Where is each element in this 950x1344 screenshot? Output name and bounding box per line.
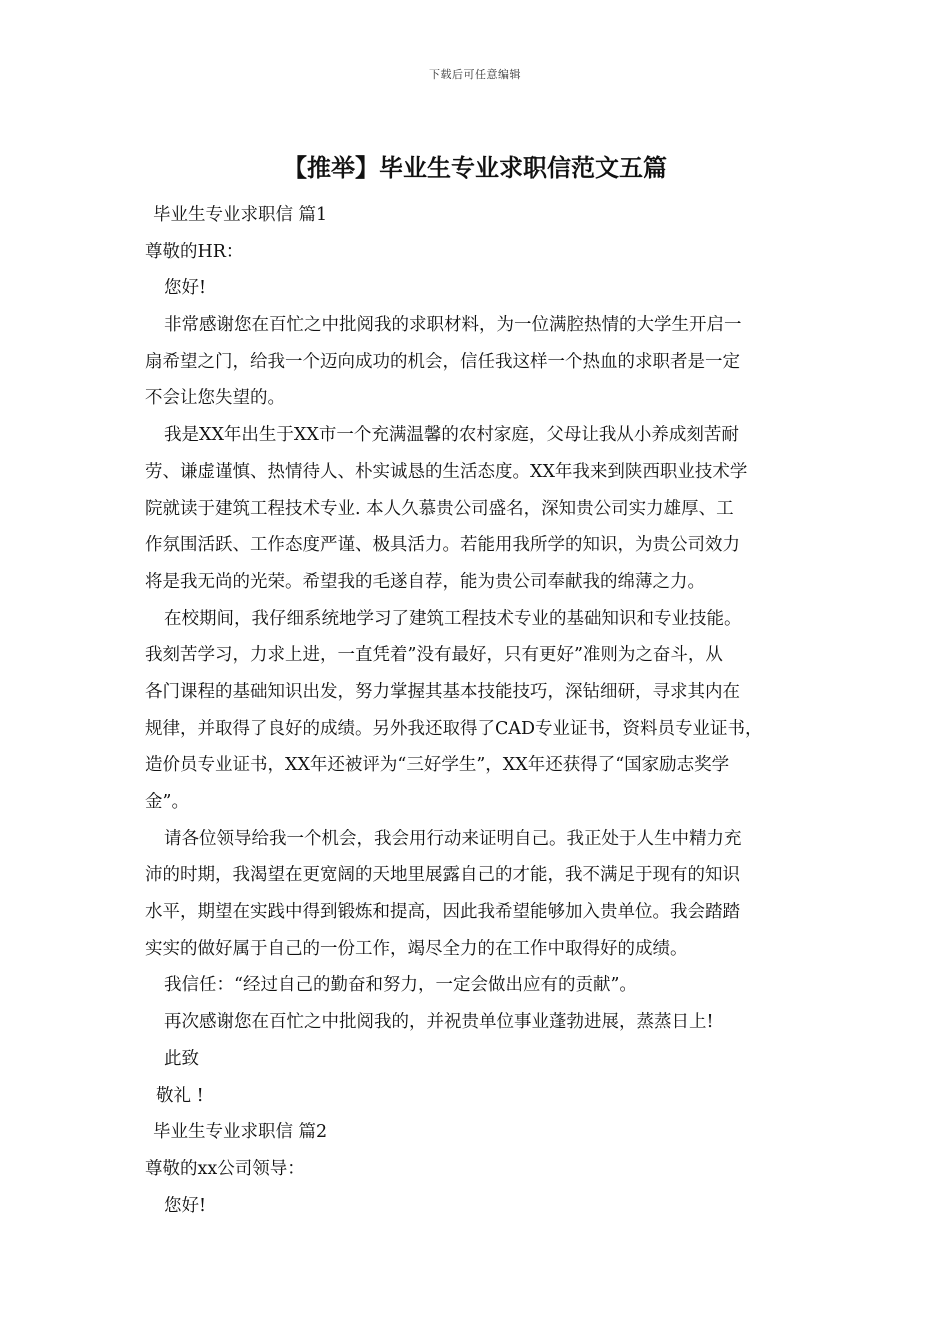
paragraph-line: 我刻苦学习，力求上进，一直凭着”没有最好，只有更好”准则为之奋斗，从	[145, 645, 723, 666]
document-title: 【推举】毕业生专业求职信范文五篇	[283, 154, 667, 182]
closing-line: 敬礼 !	[156, 1085, 204, 1106]
paragraph-line: 规律，并取得了良好的成绩。另外我还取得了CAD专业证书，资料员专业证书，	[145, 718, 763, 739]
paragraph-line: 沛的时期，我渴望在更宽阔的天地里展露自己的才能，我不满足于现有的知识	[145, 865, 740, 886]
paragraph-line: 金”。	[145, 792, 189, 812]
paragraph-line: 我信任：“经过自己的勤奋和努力，一定会做出应有的贡献”。	[164, 975, 637, 996]
letter-body	[145, 197, 815, 1224]
page-header-note: 下载后可任意编辑	[429, 68, 521, 81]
paragraph-line: 作氛围活跃、工作态度严谨、极具活力。若能用我所学的知识，为贵公司效力	[145, 535, 740, 556]
greeting-line: 您好!	[164, 278, 207, 299]
paragraph-line: 非常感谢您在百忙之中批阅我的求职材料，为一位满腔热情的大学生开启一	[164, 315, 742, 336]
paragraph-line: 劳、谦虚谨慎、热情待人、朴实诚恳的生活态度。XX年我来到陕西职业技术学	[145, 461, 748, 482]
closing-line: 此致	[164, 1048, 199, 1069]
paragraph-line: 再次感谢您在百忙之中批阅我的，并祝贵单位事业蓬勃进展，蒸蒸日上!	[164, 1012, 714, 1033]
paragraph-line: 不会让您失望的。	[145, 388, 285, 409]
salutation-line: 尊敬的xx公司领导：	[145, 1158, 305, 1179]
paragraph-line: 请各位领导给我一个机会，我会用行动来证明自己。我正处于人生中精力充	[164, 828, 742, 849]
paragraph-line: 将是我无尚的光荣。希望我的毛遂自荐，能为贵公司奉献我的绵薄之力。	[145, 571, 705, 592]
paragraph-line: 在校期间，我仔细系统地学习了建筑工程技术专业的基础知识和专业技能。	[164, 608, 742, 629]
paragraph-line: 造价员专业证书，XX年还被评为“三好学生”，XX年还获得了“国家励志奖学	[145, 755, 730, 776]
paragraph-line: 实实的做好属于自己的一份工作，竭尽全力的在工作中取得好的成绩。	[145, 938, 688, 959]
section-heading-2: 毕业生专业求职信 篇2	[153, 1122, 328, 1143]
paragraph-line: 院就读于建筑工程技术专业. 本人久慕贵公司盛名，深知贵公司实力雄厚、工	[145, 498, 734, 519]
paragraph-line: 扇希望之门，给我一个迈向成功的机会，信任我这样一个热血的求职者是一定	[145, 351, 740, 372]
section-heading-1: 毕业生专业求职信 篇1	[153, 205, 328, 225]
greeting-line: 您好!	[164, 1195, 207, 1216]
paragraph-line: 我是XX年出生于XX市一个充满温馨的农村家庭，父母让我从小养成刻苦耐	[164, 425, 739, 446]
paragraph-line: 水平，期望在实践中得到锻炼和提高，因此我希望能够加入贵单位。我会踏踏	[145, 902, 740, 923]
paragraph-line: 各门课程的基础知识出发，努力掌握其基本技能技巧，深钻细研，寻求其内在	[145, 681, 740, 702]
salutation-line: 尊敬的HR：	[145, 241, 244, 262]
